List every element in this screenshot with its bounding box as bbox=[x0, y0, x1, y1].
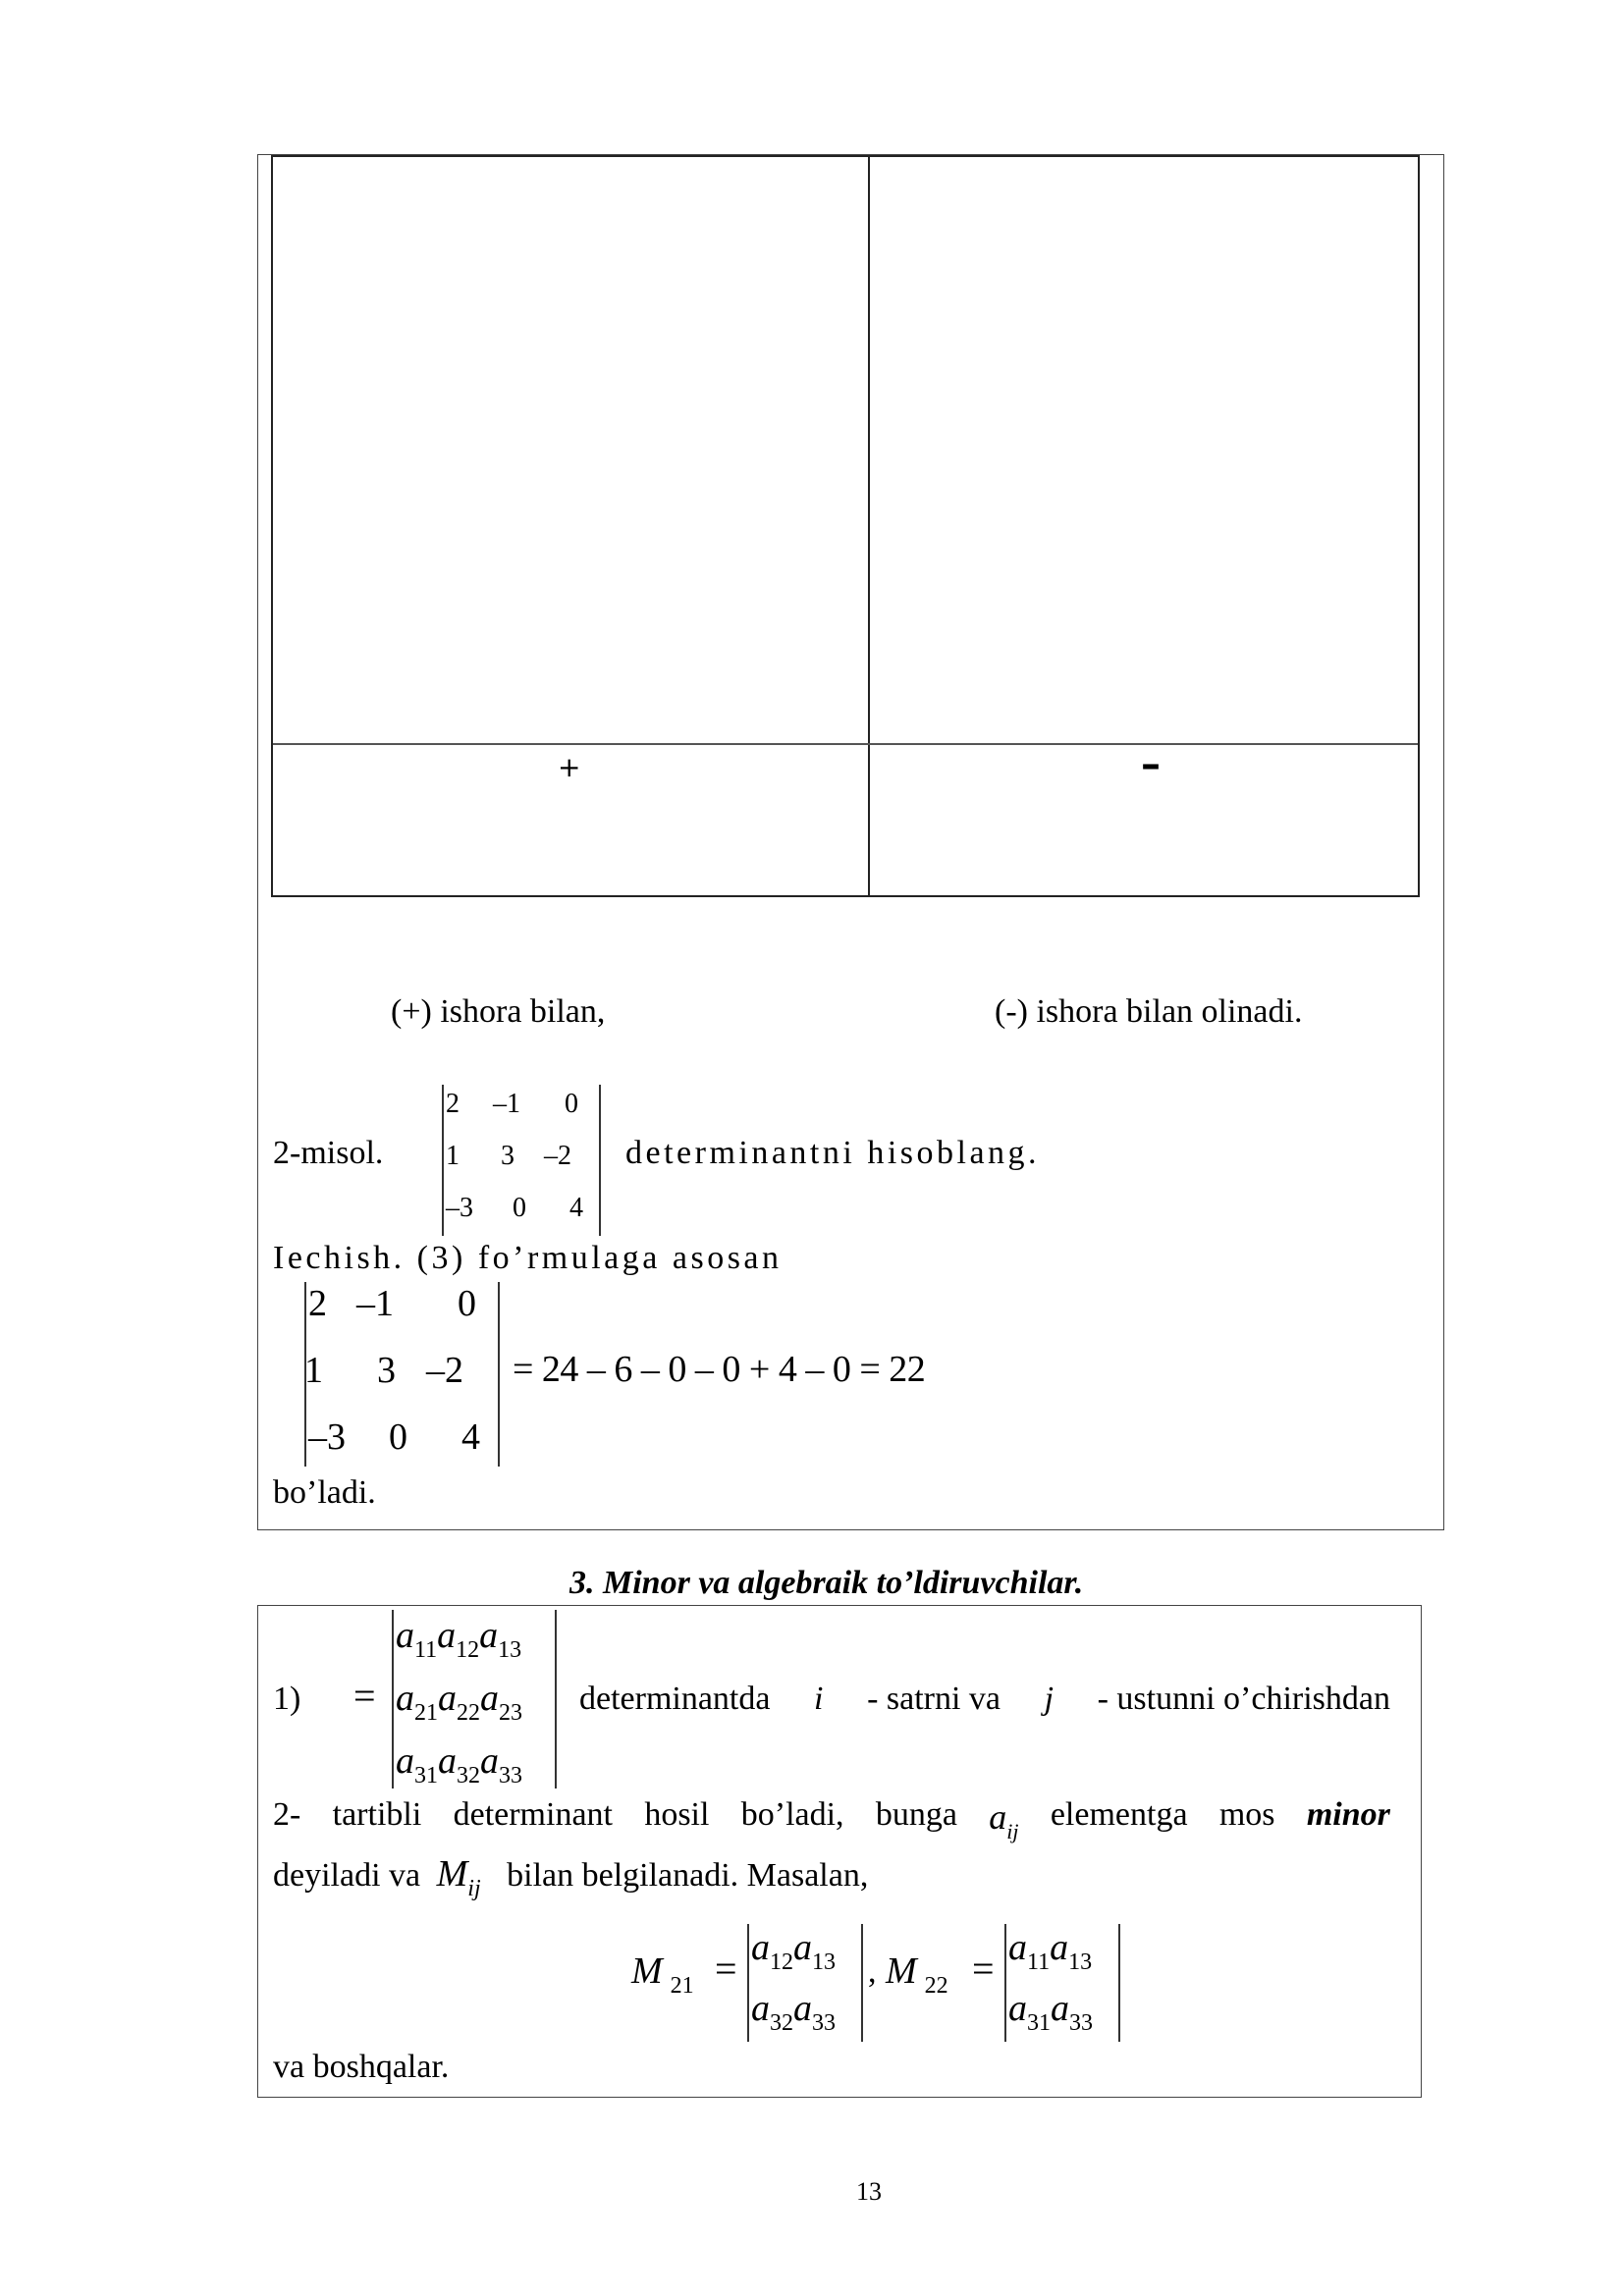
det-row bbox=[1008, 1926, 1093, 1975]
solution-closing: bo’ladi. bbox=[273, 1474, 376, 1511]
det-right-bar bbox=[1118, 1924, 1120, 2042]
m21-sub: 21 bbox=[670, 1973, 694, 1999]
m21-letter: M bbox=[631, 1950, 663, 1992]
line3-text-a: deyiladi va bbox=[273, 1857, 421, 1894]
sign-table-divider bbox=[868, 157, 870, 895]
det-cell: 0 bbox=[513, 1193, 526, 1223]
mij-letter: M bbox=[436, 1853, 468, 1895]
det-entry: $a_{31}$ bbox=[396, 1740, 438, 1789]
det-cell: –2 bbox=[426, 1350, 463, 1391]
det-entry: $a_{23}$ bbox=[480, 1678, 522, 1726]
m22-letter: M bbox=[886, 1950, 917, 1992]
det-right-bar bbox=[861, 1924, 863, 2042]
det-cell: –3 bbox=[446, 1193, 473, 1223]
det-cell: –2 bbox=[544, 1141, 571, 1171]
line1-symbol-i: i bbox=[814, 1681, 824, 1717]
m21-determinant bbox=[747, 1924, 865, 2042]
det-row bbox=[1008, 1987, 1093, 2036]
line2-word: hosil bbox=[644, 1796, 710, 1833]
det-entry: $a_{22}$ bbox=[438, 1678, 480, 1726]
general-determinant bbox=[392, 1610, 559, 1789]
line2-word: 2- bbox=[273, 1796, 301, 1833]
example-determinant bbox=[442, 1085, 604, 1236]
det-entry: $a_{32}$ bbox=[751, 1988, 793, 2036]
det-row bbox=[396, 1677, 522, 1726]
minus-caption: (-) ishora bilan olinadi. bbox=[995, 993, 1303, 1030]
det-entry: $a_{11}$ bbox=[396, 1615, 438, 1663]
line2 bbox=[273, 1796, 1390, 1843]
m22-determinant bbox=[1004, 1924, 1122, 2042]
line1-word: - ustunni o’chirishdan bbox=[1097, 1681, 1390, 1717]
det-entry: $a_{13}$ bbox=[1050, 1927, 1093, 1975]
line1-symbol-j: j bbox=[1044, 1681, 1055, 1717]
det-entry: $a_{32}$ bbox=[438, 1740, 480, 1789]
example-label: 2-misol. bbox=[273, 1135, 384, 1171]
det-entry: $a_{31}$ bbox=[1008, 1988, 1051, 2036]
det-right-bar bbox=[555, 1610, 557, 1789]
example-instruction: determinantni hisoblang. bbox=[625, 1135, 1041, 1171]
minor-term: minor bbox=[1306, 1796, 1390, 1833]
m22-sub: 22 bbox=[924, 1973, 948, 1999]
m22-label bbox=[886, 1949, 948, 1999]
equals-sign: = bbox=[353, 1674, 376, 1718]
det-left-bar bbox=[442, 1085, 444, 1236]
plus-caption: (+) ishora bilan, bbox=[391, 993, 606, 1030]
m22-equals: = bbox=[972, 1947, 995, 1991]
det-entry: $a_{21}$ bbox=[396, 1678, 438, 1726]
mij-symbol bbox=[436, 1853, 481, 1901]
det-cell: 0 bbox=[458, 1283, 476, 1324]
det-entry: $a_{13}$ bbox=[793, 1927, 836, 1975]
line2-word: tartibli bbox=[332, 1796, 422, 1833]
det-row bbox=[396, 1739, 522, 1789]
det-cell: 4 bbox=[461, 1416, 480, 1458]
solution-intro: Iechish. (3) fo’rmulaga asosan bbox=[273, 1240, 783, 1276]
det-row bbox=[751, 1987, 836, 2036]
det-right-bar bbox=[498, 1282, 500, 1467]
det-cell: 1 bbox=[304, 1350, 323, 1391]
line3-text-b: bilan belgilanadi. Masalan, bbox=[507, 1857, 869, 1894]
plus-sign: + bbox=[558, 751, 581, 783]
minus-sign: – bbox=[1141, 742, 1161, 787]
det-entry: $a_{11}$ bbox=[1008, 1927, 1051, 1975]
solution-computation: = 24 – 6 – 0 – 0 + 4 – 0 = 22 bbox=[513, 1349, 926, 1390]
det-cell: –3 bbox=[308, 1416, 346, 1458]
det-cell: 2 bbox=[446, 1089, 460, 1119]
item-number: 1) bbox=[273, 1681, 301, 1717]
det-cell: 3 bbox=[501, 1141, 514, 1171]
line2-word: bunga bbox=[875, 1796, 957, 1833]
det-cell: –1 bbox=[356, 1283, 394, 1324]
det-entry: $a_{12}$ bbox=[437, 1615, 480, 1663]
line3 bbox=[273, 1852, 869, 1901]
det-cell: 1 bbox=[446, 1141, 460, 1171]
section-closing: va boshqalar. bbox=[273, 2049, 450, 2085]
mij-sub: ij bbox=[467, 1876, 481, 1901]
sign-table-row-divider bbox=[273, 743, 1418, 745]
line2-word: elementga bbox=[1050, 1796, 1188, 1833]
line1 bbox=[579, 1681, 1390, 1718]
det-row bbox=[396, 1614, 522, 1663]
line1-word: determinantda bbox=[579, 1681, 771, 1717]
det-entry: $a_{13}$ bbox=[479, 1615, 522, 1663]
page-number: 13 bbox=[856, 2177, 882, 2206]
det-left-bar bbox=[747, 1924, 749, 2042]
aij-symbol: $a_{ij}$ bbox=[989, 1797, 1019, 1843]
det-right-bar bbox=[599, 1085, 601, 1236]
m21-label bbox=[631, 1949, 694, 1999]
det-left-bar bbox=[392, 1610, 394, 1789]
det-cell: 4 bbox=[569, 1193, 583, 1223]
det-entry: $a_{33}$ bbox=[793, 1988, 836, 2036]
det-left-bar bbox=[1004, 1924, 1006, 2042]
det-cell: –1 bbox=[493, 1089, 520, 1119]
minor-separator: , bbox=[868, 1953, 877, 1990]
det-cell: 3 bbox=[377, 1350, 396, 1391]
det-row bbox=[751, 1926, 836, 1975]
line2-word: determinant bbox=[453, 1796, 613, 1833]
det-cell: 0 bbox=[389, 1416, 407, 1458]
line1-word: - satrni va bbox=[867, 1681, 1001, 1717]
det-entry: $a_{33}$ bbox=[480, 1740, 522, 1789]
sign-table bbox=[271, 155, 1420, 897]
section-title: 3. Minor va algebraik to’ldiruvchilar. bbox=[569, 1565, 1084, 1601]
solution-determinant bbox=[304, 1282, 503, 1467]
det-cell: 2 bbox=[308, 1283, 327, 1324]
det-cell: 0 bbox=[565, 1089, 578, 1119]
line2-word: bo’ladi, bbox=[740, 1796, 844, 1833]
m21-equals: = bbox=[715, 1947, 737, 1991]
line2-word: mos bbox=[1218, 1796, 1275, 1833]
det-entry: $a_{12}$ bbox=[751, 1927, 793, 1975]
det-entry: $a_{33}$ bbox=[1051, 1988, 1093, 2036]
